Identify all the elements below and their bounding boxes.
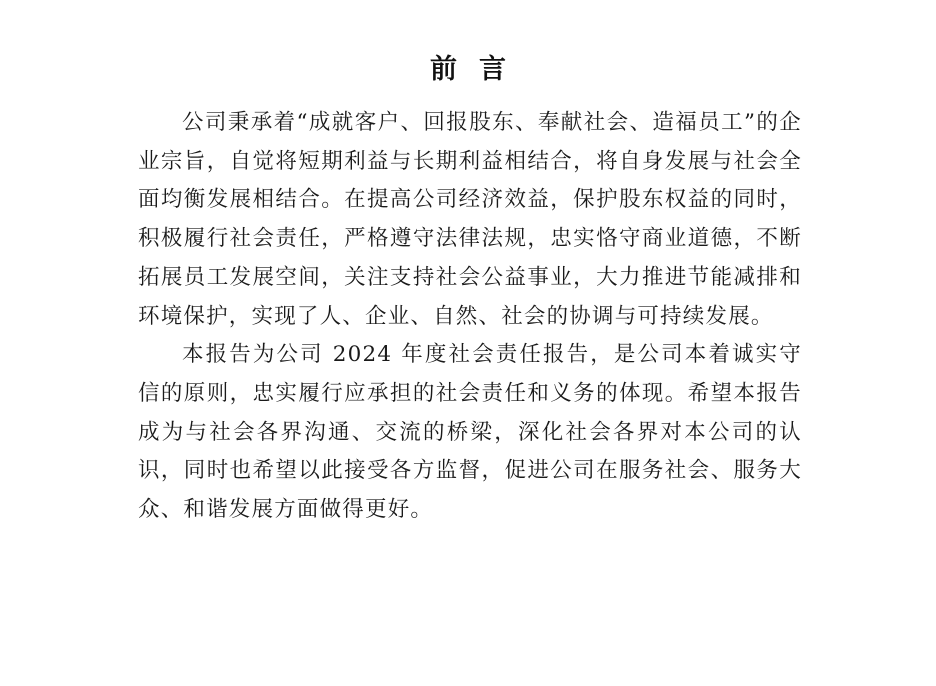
page-title: 前言 [430, 54, 528, 86]
document-body [138, 104, 802, 530]
paragraph-commitment: 公司秉承着“成就客户、回报股东、奉献社会、造福员工”的企业宗旨，自觉将短期利益与长期利益相结合，将自身发展与社会全面均衡发展相结合。在提高公司经济效益，保护股东权益的同时，积极履行社会责任，严格遵守法律法规，忠实恪守商业道德，不断拓展员工发展空间，关注支持社会公益事业，大力推进节能减排和环境保护，实现了人、企业、自然、社会的协调与可持续发展。 [138, 110, 802, 329]
paragraph-report-purpose: 本报告为公司 2024 年度社会责任报告，是公司本着诚实守信的原则，忠实履行应承担的社会责任和义务的体现。希望本报告成为与社会各界沟通、交流的桥梁，深化社会各界对本公司的认识，同时也希望以此接受各方监督，促进公司在服务社会、服务大众、和谐发展方面做得更好。 [138, 342, 802, 523]
